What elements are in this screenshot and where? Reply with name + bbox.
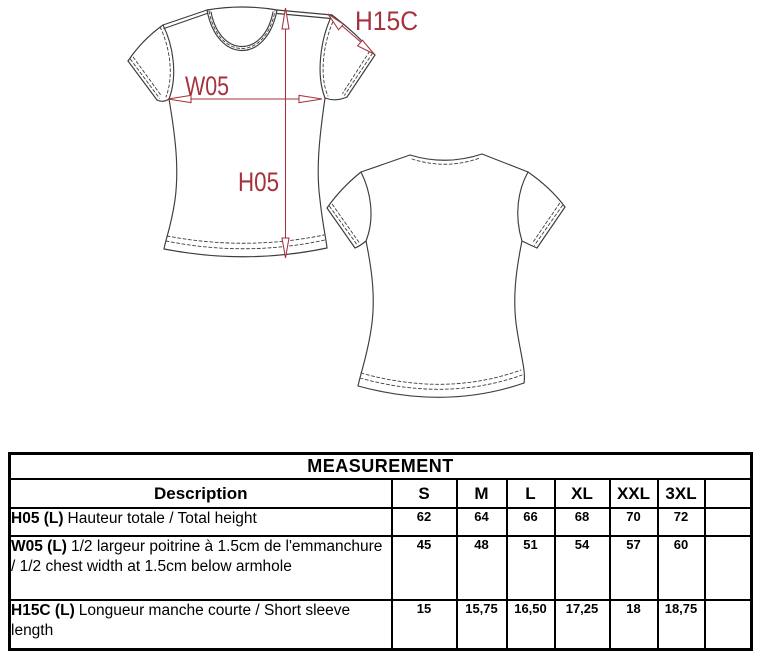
front-shoulder-left: [163, 10, 207, 25]
back-shoulder-right: [482, 154, 528, 172]
header-empty: [705, 479, 752, 508]
back-sleeve-left-cuff-stitch2: [332, 204, 359, 243]
w05-value-l: 51: [507, 536, 555, 600]
h15c-value-s: 15: [392, 600, 457, 649]
h05-value-m: 64: [457, 508, 507, 536]
table-row-w05: [10, 536, 752, 600]
header-description: Description: [10, 479, 392, 508]
front-neck-top: [207, 7, 277, 10]
front-sleeve-right-cuff-stitch1: [345, 53, 373, 95]
h05-code: H05 (L): [11, 510, 64, 527]
w05-value-empty: [705, 536, 752, 600]
front-sleeve-left-cuff-stitch2: [133, 57, 161, 96]
front-hem: [164, 248, 327, 257]
measurement-annotations: [168, 6, 418, 258]
header-size-xl: XL: [555, 479, 610, 508]
w05-value-s: 45: [392, 536, 457, 600]
h15c-value-3xl: 18,75: [658, 600, 705, 649]
front-sleeve-left-cuff-stitch1: [130, 59, 159, 98]
h05-value-xl: 68: [555, 508, 610, 536]
front-underarm-left: [157, 99, 169, 101]
front-hem-stitch2: [167, 235, 324, 243]
front-sleeve-right-cuff-stitch2: [343, 51, 370, 93]
w05-text: 1/2 largeur poitrine à 1.5cm de l'emmanchure / 1/2 chest width at 1.5cm below armhole: [11, 538, 383, 575]
front-armhole-right-stitch: [323, 17, 335, 96]
back-side-left: [358, 241, 373, 386]
back-sleeve-left-cuff-stitch1: [330, 206, 358, 245]
h15c-arrowhead-down: [358, 40, 374, 54]
header-size-xxl: XXL: [610, 479, 658, 508]
w05-code: W05 (L): [11, 538, 67, 555]
back-side-right: [515, 241, 525, 383]
front-hem-stitch1: [166, 240, 325, 249]
back-sleeve-right-outer: [528, 172, 565, 207]
back-armhole-right: [518, 172, 528, 241]
front-underarm-right: [325, 97, 347, 100]
back-shoulder-left: [361, 155, 410, 172]
back-sleeve-right-cuff-stitch2: [533, 203, 560, 243]
header-size-3xl: 3XL: [658, 479, 705, 508]
back-hem-stitch2: [361, 370, 521, 384]
back-neck: [410, 154, 482, 160]
h15c-value-xxl: 18: [610, 600, 658, 649]
h15c-value-l: 16,50: [507, 600, 555, 649]
h05-value-xxl: 70: [610, 508, 658, 536]
back-underarm-left: [355, 241, 366, 248]
w05-description: [10, 536, 392, 600]
front-sleeve-right-cuff: [347, 55, 375, 97]
front-shoulder-left-seam: [164, 14, 207, 29]
back-neck-stitch: [412, 158, 480, 164]
front-sleeve-left-cuff: [128, 61, 157, 100]
front-side-left: [164, 99, 177, 249]
measurement-table: [8, 452, 753, 651]
back-sleeve-right-cuff-stitch1: [535, 205, 563, 245]
h15c-label: H15C: [355, 6, 418, 36]
header-size-l: L: [507, 479, 555, 508]
tshirt-back-view: [327, 154, 565, 397]
back-sleeve-left-outer: [327, 172, 361, 208]
w05-arrowhead-right: [299, 95, 322, 102]
table-row-h15c: [10, 600, 752, 649]
front-side-right: [318, 98, 327, 248]
h15c-code: H15C (L): [11, 602, 75, 619]
front-sleeve-left-outer: [128, 25, 163, 61]
w05-value-xl: 54: [555, 536, 610, 600]
back-sleeve-left-cuff: [327, 208, 355, 248]
h05-value-3xl: 72: [658, 508, 705, 536]
h15c-value-empty: [705, 600, 752, 649]
h05-label: H05: [238, 167, 279, 197]
h05-text: Hauteur totale / Total height: [67, 510, 257, 527]
h15c-value-m: 15,75: [457, 600, 507, 649]
table-row-h05: [10, 508, 752, 536]
back-underarm-right: [522, 241, 537, 248]
h05-description: [10, 508, 392, 536]
table-title: MEASUREMENT: [10, 454, 752, 480]
w05-value-m: 48: [457, 536, 507, 600]
tshirt-front-view: [128, 7, 375, 257]
h15c-description: [10, 600, 392, 649]
front-collar-inner: [211, 12, 273, 47]
h15c-text: Longueur manche courte / Short sleeve length: [11, 602, 351, 639]
w05-value-xxl: 57: [610, 536, 658, 600]
front-collar-stitch: [209, 11, 275, 49]
h05-value-empty: [705, 508, 752, 536]
h05-value-s: 62: [392, 508, 457, 536]
table-title-row: [10, 454, 752, 480]
h15c-value-xl: 17,25: [555, 600, 610, 649]
header-size-m: M: [457, 479, 507, 508]
back-sleeve-right-cuff: [537, 207, 565, 248]
table-header-row: [10, 479, 752, 508]
back-armhole-left: [361, 172, 371, 241]
back-hem: [358, 383, 524, 397]
w05-value-3xl: 60: [658, 536, 705, 600]
header-size-s: S: [392, 479, 457, 508]
h05-value-l: 66: [507, 508, 555, 536]
w05-label: W05: [185, 71, 229, 101]
